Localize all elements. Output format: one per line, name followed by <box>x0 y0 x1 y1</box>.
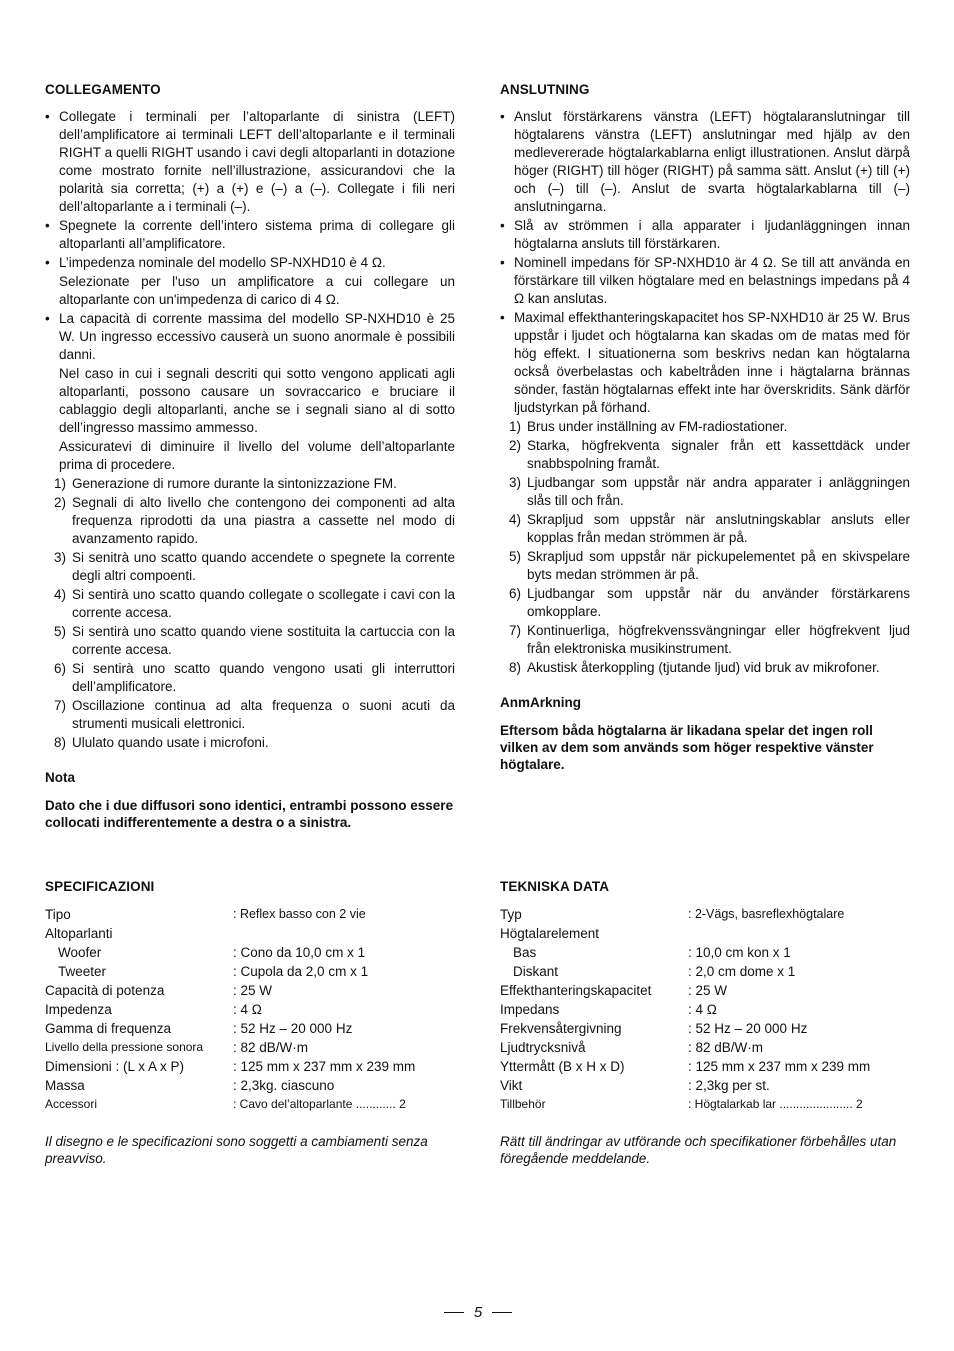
item-text: Brus under inställning av FM-radiostationer. <box>527 419 788 434</box>
page-footer <box>438 1301 518 1323</box>
spec-key: Woofer <box>58 945 102 960</box>
disclaimer: Rätt till ändringar av utförande och specifikationer förbehålles utan föregående meddelande. <box>500 1134 897 1166</box>
spec-value: : 82 dB/W·m <box>233 1040 309 1055</box>
spec-key: Tipo <box>45 907 71 922</box>
bullet-paragraph: • Slå av strömmen i alla apparater i ljudanläggningen innan högtalarna ansluts till förstärkaren. <box>514 218 910 251</box>
spec-row <box>500 1038 870 1057</box>
numbered-list <box>45 475 455 752</box>
bullet-item <box>45 217 455 253</box>
spec-table <box>45 905 415 1114</box>
spec-value: : 52 Hz – 20 000 Hz <box>688 1021 808 1036</box>
spec-row <box>500 924 870 943</box>
spec-title: SPECIFICAZIONI <box>45 879 155 894</box>
item-text: Si sentirà uno scatto quando vengono usati gli interruttori dell’amplificatore. <box>72 661 455 694</box>
spec-row <box>500 962 870 981</box>
numbered-item <box>500 622 910 658</box>
item-number: 8) <box>509 660 522 675</box>
spec-row <box>45 943 415 962</box>
item-number: 6) <box>54 661 67 676</box>
spec-key: Frekvensåtergivning <box>500 1021 622 1036</box>
spec-key: Ljudtrycksnivå <box>500 1040 586 1055</box>
spec-key: Massa <box>45 1078 85 1093</box>
item-number: 3) <box>54 550 67 565</box>
spec-row <box>500 1000 870 1019</box>
spec-value: : 125 mm x 237 mm x 239 mm <box>688 1059 871 1074</box>
bullet-list <box>45 108 455 474</box>
item-number: 5) <box>509 549 522 564</box>
spec-key: Vikt <box>500 1078 523 1093</box>
bullet-item <box>500 108 910 216</box>
spec-row <box>500 1095 870 1114</box>
spec-key: Accessori <box>45 1097 98 1111</box>
item-number: 7) <box>54 698 67 713</box>
spec-value: : 2,0 cm dome x 1 <box>688 964 796 979</box>
numbered-item <box>45 586 455 622</box>
spec-row <box>45 905 415 924</box>
bullet-paragraph: • L’impedenza nominale del modello SP-NXHD10 è 4 Ω. <box>59 255 386 270</box>
numbered-item <box>45 475 455 493</box>
spec-value: : Högtalarkab lar ...................... 2 <box>688 1097 863 1111</box>
spec-row <box>500 905 870 924</box>
spec-value: : 2-Vägs, basreflexhögtalare <box>688 907 845 921</box>
item-text: Ljudbangar som uppstår när du använder förstärkarens omkopplare. <box>527 586 910 619</box>
numbered-item <box>500 418 910 436</box>
connection-section-swedish <box>500 82 910 773</box>
spec-key: Tweeter <box>58 964 107 979</box>
bullet-paragraph: • Anslut förstärkarens vänstra (LEFT) högtalaranslutningar till högtalarens vänstra (LEFT) anslutningar med hjälp av den medlevererade högtalarkablarna enligt illustrationen. Anslut därpå höger (RIGHT) till höger (RIGHT) på samma sätt. Anslut (+) till (+) och (–) till (–). Anslut de svarta högtalarkablarna till (–) anslutningarna. <box>514 109 910 214</box>
bullet-paragraph: • Collegate i terminali per l’altoparlante di sinistra (LEFT) dell’amplificatore ai terminali LEFT dell’altoparlante e il terminali RIGHT a quelli RIGHT usando i cavi degli altoparlanti in dotazione come mostrato fornite nell’illustrazione, assicurandovi che la polarità sia corretta; (+) a (+) e (–) a (–). Collegate i fili neri dell’altoparlante a i terminali (–). <box>59 109 455 214</box>
page-number: 5 <box>473 1303 483 1321</box>
item-number: 6) <box>509 586 522 601</box>
spec-value: : 25 W <box>688 983 728 998</box>
item-number: 4) <box>509 512 522 527</box>
item-number: 2) <box>509 438 522 453</box>
spec-row <box>45 962 415 981</box>
spec-value: : 10,0 cm kon x 1 <box>688 945 791 960</box>
numbered-item <box>500 659 910 677</box>
bullet-item <box>45 108 455 216</box>
item-text: Kontinuerliga, högfrekvenssvängningar eller högfrekvent ljud från elektroniska musikinstrument. <box>527 623 910 656</box>
item-number: 8) <box>54 735 67 750</box>
footer-rule-left <box>444 1312 464 1313</box>
item-text: Si senitrà uno scatto quando accendete o spegnete la corrente degli altri compoenti. <box>72 550 455 583</box>
numbered-item <box>45 734 455 752</box>
note-title: AnmArkning <box>500 695 581 710</box>
numbered-item <box>500 511 910 547</box>
item-text: Si sentirà uno scatto quando collegate o scollegate i cavi con la corrente accesa. <box>72 587 455 620</box>
spec-value: : 2,3kg. ciascuno <box>233 1078 335 1093</box>
spec-key: Effekthanteringskapacitet <box>500 983 652 998</box>
item-text: Ululato quando usate i microfoni. <box>72 735 269 750</box>
bullet-item <box>500 217 910 253</box>
disclaimer: Il disegno e le specificazioni sono soggetti a cambiamenti senza preavviso. <box>45 1134 428 1166</box>
item-text: Akustisk återkoppling (tjutande ljud) vid bruk av mikrofoner. <box>527 660 880 675</box>
spec-row <box>45 1057 415 1076</box>
spec-key: Capacità di potenza <box>45 983 165 998</box>
spec-key: Tillbehör <box>500 1097 546 1111</box>
bullet-list <box>500 108 910 417</box>
spec-row <box>500 1076 870 1095</box>
specifications-swedish <box>500 879 910 1167</box>
item-text: Ljudbangar som uppstår när andra apparater i anläggningen slås till och från. <box>527 475 910 508</box>
spec-value: : 4 Ω <box>233 1002 262 1017</box>
spec-value: : 4 Ω <box>688 1002 717 1017</box>
bullet-paragraph: Selezionate per l'uso un amplificatore a cui collegare un altoparlante con un'impedenza di carico di 4 Ω. <box>59 274 455 307</box>
item-text: Si sentirà uno scatto quando viene sostituita la cartuccia con la corrente accesa. <box>72 624 455 657</box>
spec-value: : Cupola da 2,0 cm x 1 <box>233 964 369 979</box>
item-text: Oscillazione continua ad alta frequenza o suoni acuti da strumenti musicali elettronici. <box>72 698 455 731</box>
numbered-item <box>500 474 910 510</box>
spec-row <box>500 1019 870 1038</box>
bullet-paragraph: • La capacità di corrente massima del modello SP-NXHD10 è 25 W. Un ingresso eccessivo causerà un suono anormale è possibili danni. <box>59 311 455 362</box>
spec-key: Diskant <box>513 964 559 979</box>
spec-row <box>45 981 415 1000</box>
spec-row <box>45 1038 415 1057</box>
numbered-item <box>45 660 455 696</box>
item-number: 4) <box>54 587 67 602</box>
item-text: Skrapljud som uppstår när pickupelementet på en skivspelare byts medan strömmen är på. <box>527 549 910 582</box>
item-number: 1) <box>509 419 522 434</box>
spec-value: : Cavo del’altoparlante ............ 2 <box>233 1097 406 1111</box>
bullet-item <box>500 309 910 417</box>
spec-value: : 82 dB/W·m <box>688 1040 764 1055</box>
connection-section-italian <box>45 82 455 831</box>
section-title: ANSLUTNING <box>500 82 590 97</box>
item-number: 1) <box>54 476 67 491</box>
item-text: Generazione di rumore durante la sintonizzazione FM. <box>72 476 397 491</box>
item-text: Segnali di alto livello che contengono dei componenti ad alta frequenza riprodotti da una piastra a cassette nel modo di avanzamento rapido. <box>72 495 455 546</box>
bullet-paragraph: Assicuratevi di diminuire il livello del volume dell’altoparlante prima di procedere. <box>59 439 455 472</box>
spec-key: Impedenza <box>45 1002 112 1017</box>
section-title: COLLEGAMENTO <box>45 82 161 97</box>
bullet-paragraph: • Spegnete la corrente dell’intero sistema prima di collegare gli altoparlanti all’amplificatore. <box>59 218 455 251</box>
note-title: Nota <box>45 770 75 785</box>
spec-key: Typ <box>500 907 522 922</box>
item-text: Skrapljud som uppstår när anslutningskablar ansluts eller kopplas från medan strömmen är på. <box>527 512 910 545</box>
spec-row <box>45 1076 415 1095</box>
spec-key: Högtalarelement <box>500 926 600 941</box>
spec-row <box>500 943 870 962</box>
item-number: 2) <box>54 495 67 510</box>
numbered-item <box>45 623 455 659</box>
numbered-item <box>45 697 455 733</box>
numbered-item <box>500 548 910 584</box>
bullet-paragraph: Nel caso in cui i segnali descriti qui sotto vengono applicati agli altoparlanti, possono causare un sovraccarico e bruciare il cablaggio degli altoparlanti, anche se i segnali siano al di sotto dell’ingresso massimo ammesso. <box>59 366 455 435</box>
spec-value: : 2,3kg per st. <box>688 1078 770 1093</box>
spec-row <box>500 981 870 1000</box>
item-text: Starka, högfrekventa signaler från ett kassettdäck under snabbspolning framåt. <box>527 438 910 471</box>
numbered-item <box>45 549 455 585</box>
note-text: Eftersom båda högtalarna är likadana spelar det ingen roll vilken av dem som används som höger respektive vänster högtalare. <box>500 723 874 772</box>
numbered-item <box>45 494 455 548</box>
spec-value: : Cono da 10,0 cm x 1 <box>233 945 366 960</box>
specifications-italian <box>45 879 455 1167</box>
spec-value: : Reflex basso con 2 vie <box>233 907 366 921</box>
spec-table <box>500 905 870 1114</box>
spec-key: Impedans <box>500 1002 560 1017</box>
spec-row <box>45 924 415 943</box>
item-number: 3) <box>509 475 522 490</box>
numbered-item <box>500 585 910 621</box>
spec-value: : 52 Hz – 20 000 Hz <box>233 1021 353 1036</box>
bullet-item <box>500 254 910 308</box>
item-number: 5) <box>54 624 67 639</box>
spec-value <box>233 924 415 943</box>
numbered-item <box>500 437 910 473</box>
spec-value: : 125 mm x 237 mm x 239 mm <box>233 1059 416 1074</box>
spec-row <box>500 1057 870 1076</box>
spec-value: : 25 W <box>233 983 273 998</box>
footer-rule-right <box>492 1312 512 1313</box>
spec-key: Gamma di frequenza <box>45 1021 172 1036</box>
spec-row <box>45 1019 415 1038</box>
spec-title: TEKNISKA DATA <box>500 879 610 894</box>
note-text: Dato che i due diffusori sono identici, entrambi possono essere collocati indifferentemente a destra o a sinistra. <box>45 798 454 830</box>
numbered-list <box>500 418 910 677</box>
spec-key: Bas <box>513 945 537 960</box>
spec-key: Livello della pressione sonora <box>45 1040 204 1054</box>
bullet-paragraph: • Maximal effekthanteringskapacitet hos SP-NXHD10 är 25 W. Brus uppstår i ljudet och högtalarna kan skadas om de matas med för hög effekt. I situationerna som beskrivs nedan kan högtalarna också överbelastas och kabeltråden inne i hägtalarna brännas sönder, fastän högtalarnas effekt inte har överskridits. Sänk därför ljudstyrkan på förhand. <box>514 310 910 415</box>
spec-key: Yttermått (B x H x D) <box>500 1059 625 1074</box>
bullet-item <box>45 310 455 474</box>
spec-row <box>45 1095 415 1114</box>
spec-row <box>45 1000 415 1019</box>
spec-key: Dimensioni : (L x A x P) <box>45 1059 185 1074</box>
spec-key: Altoparlanti <box>45 926 113 941</box>
bullet-paragraph: • Nominell impedans för SP-NXHD10 är 4 Ω. Se till att använda en förstärkare till vilken högtalare med en belastnings impedans på 4 Ω kan anslutas. <box>514 255 910 306</box>
item-number: 7) <box>509 623 522 638</box>
spec-value <box>688 924 870 943</box>
bullet-item <box>45 254 455 309</box>
